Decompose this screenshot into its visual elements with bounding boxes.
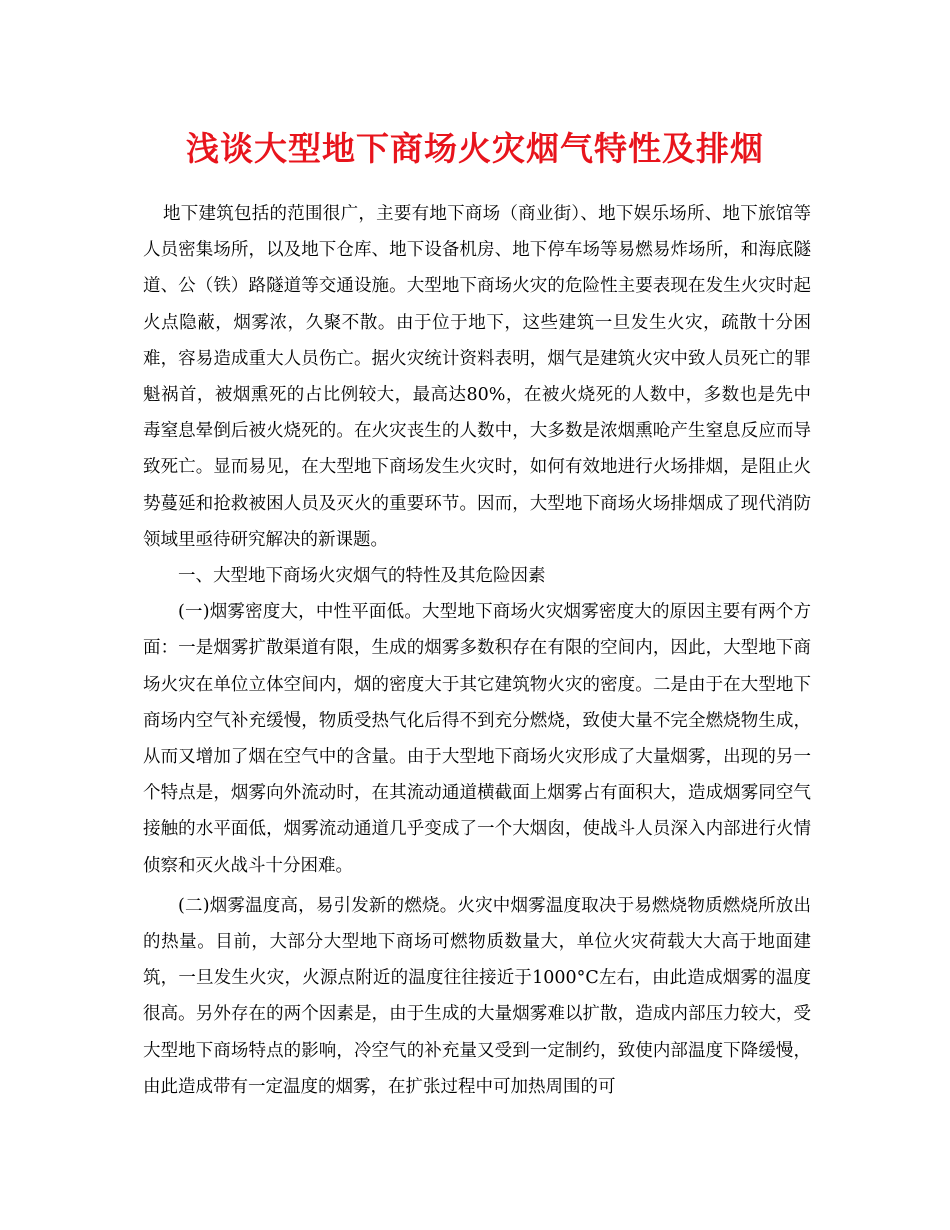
paragraph-smoke-density: (一)烟雾密度大，中性平面低。大型地下商场火灾烟雾密度大的原因主要有两个方面：一是烟雾扩散渠道有限，生成的烟雾多数积存在有限的空间内，因此，大型地下商场火灾在单位立体空间内，烟的密度大于其它建筑物火灾的密度。二是由于在大型地下商场内空气补充缓慢，物质受热气化后得不到充分燃烧，致使大量不完全燃烧物生成，从而又增加了烟在空气中的含量。由于大型地下商场火灾形成了大量烟雾，出现的另一个特点是，烟雾向外流动时，在其流动通道横截面上烟雾占有面积大，造成烟雾同空气接触的水平面低，烟雾流动通道几乎变成了一个大烟囱，使战斗人员深入内部进行火情侦察和灭火战斗十分困难。 bbox=[143, 602, 811, 876]
paragraph-intro: 地下建筑包括的范围很广，主要有地下商场（商业街）、地下娱乐场所、地下旅馆等人员密集场所，以及地下仓库、地下设备机房、地下停车场等易燃易炸场所，和海底隧道、公（铁）路隧道等交通设施。大型地下商场火灾的危险性主要表现在发生火灾时起火点隐蔽，烟雾浓，久聚不散。由于位于地下，这些建筑一旦发生火灾，疏散十分困难，容易造成重大人员伤亡。据火灾统计资料表明，烟气是建筑火灾中致人员死亡的罪魁祸首，被烟熏死的占比例较大，最高达80%，在被火烧死的人数中，多数也是先中毒窒息晕倒后被火烧死的。在火灾丧生的人数中，大多数是浓烟熏呛产生窒息反应而导致死亡。显而易见，在大型地下商场发生火灾时，如何有效地进行火场排烟，是阻止火势蔓延和抢救被困人员及灭火的重要环节。因而，大型地下商场火场排烟成了现代消防领域里亟待研究解决的新课题。 bbox=[143, 204, 811, 550]
section-heading-1: 一、大型地下商场火灾烟气的特性及其危险因素 bbox=[178, 566, 546, 587]
document-body bbox=[143, 196, 811, 1105]
paragraph-smoke-temperature: (二)烟雾温度高，易引发新的燃烧。火灾中烟雾温度取决于易燃烧物质燃烧所放出的热量。目前，大部分大型地下商场可燃物质数量大，单位火灾荷载大大高于地面建筑，一旦发生火灾，火源点附近的温度往往接近于1000°C左右，由此造成烟雾的温度很高。另外存在的两个因素是，由于生成的大量烟雾难以扩散，造成内部压力较大，受大型地下商场特点的影响，冷空气的补充量又受到一定制约，致使内部温度下降缓慢，由此造成带有一定温度的烟雾，在扩张过程中可加热周围的可 bbox=[143, 895, 811, 1097]
document-title: 浅谈大型地下商场火灾烟气特性及排烟 bbox=[186, 129, 764, 168]
